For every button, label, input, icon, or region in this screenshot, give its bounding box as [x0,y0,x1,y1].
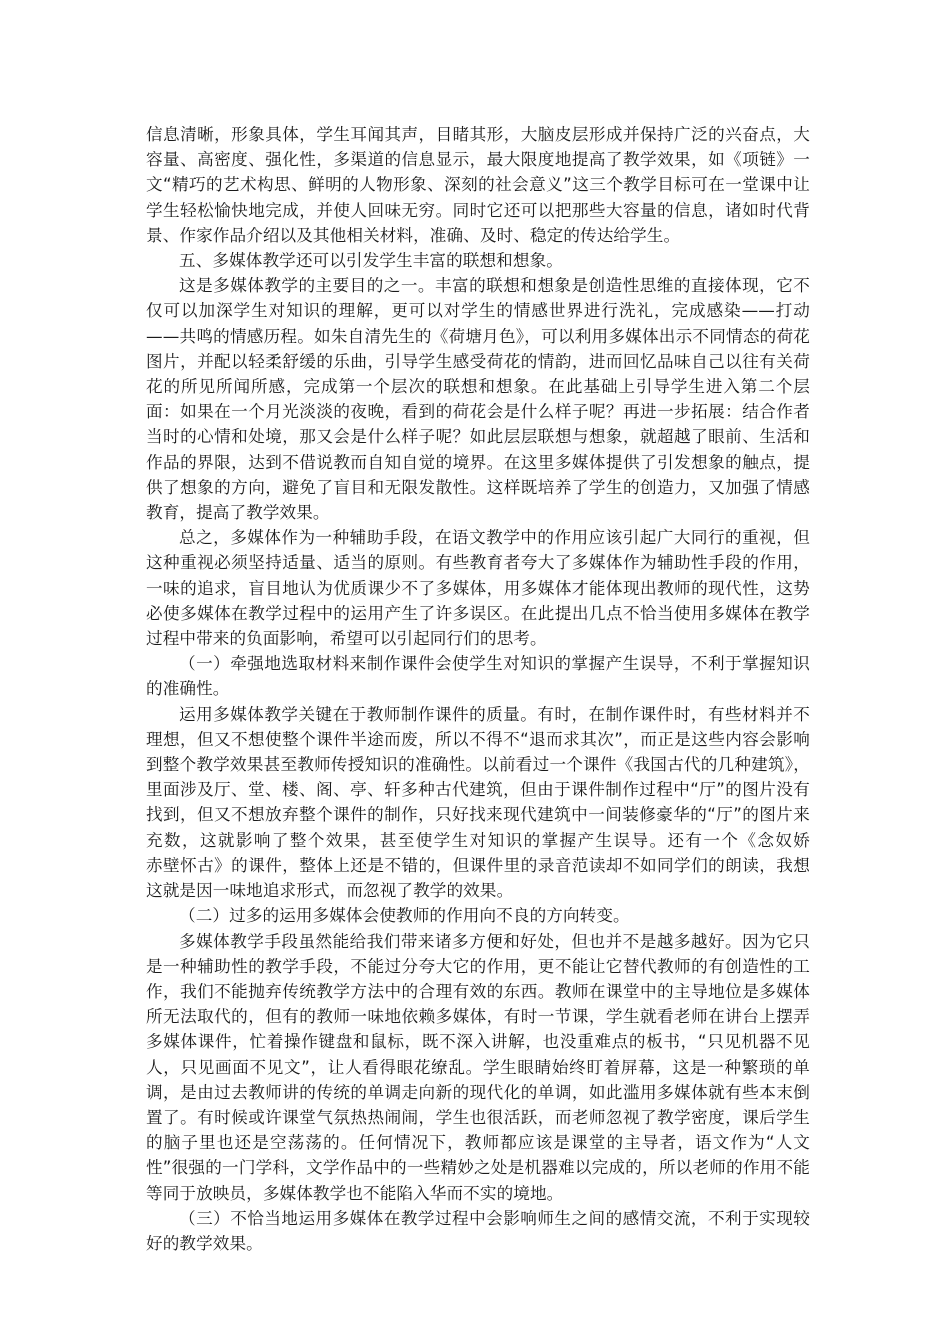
subheading-two: （二）过多的运用多媒体会使教师的作用向不良的方向转变。 [179,906,630,926]
subheading-three: （三）不恰当地运用多媒体在教学过程中会影响师生之间的感情交流，不利于实现较好的教学效果。 [146,1208,810,1253]
paragraph-summary: 总之，多媒体作为一种辅助手段，在语文教学中的作用应该引起广大同行的重视，但这种重视必须坚持适量、适当的原则。有些教育者夸大了多媒体作为辅助性手段的作用，一味的追求，盲目地认为优质课少不了多媒体，用多媒体才能体现出教师的现代性，这势必使多媒体在教学过程中的运用产生了许多误区。在此提出几点不恰当使用多媒体在教学过程中带来的负面影响，希望可以引起同行们的思考。 [146,528,810,649]
document-body [146,122,861,1256]
section-heading-five: 五、多媒体教学还可以引发学生丰富的联想和想象。 [179,251,563,271]
subheading-one: （一）牵强地选取材料来制作课件会使学生对知识的掌握产生误导，不利于掌握知识的准确性。 [146,654,810,699]
paragraph-imagination: 这是多媒体教学的主要目的之一。丰富的联想和想象是创造性思维的直接体现，它不仅可以加深学生对知识的理解，更可以对学生的情感世界进行洗礼，完成感染——打动——共鸣的情感历程。如朱自清先生的《荷塘月色》，可以利用多媒体出示不同情态的荷花图片，并配以轻柔舒缓的乐曲，引导学生感受荷花的情韵，进而回忆品味自己以往有关荷花的所见所闻所感，完成第一个层次的联想和想象。在此基础上引导学生进入第二个层面：如果在一个月光淡淡的夜晚，看到的荷花会是什么样子呢？再进一步拓展：结合作者当时的心情和处境，那又会是什么样子呢？如此层层联想与想象，就超越了眼前、生活和作品的界限，达到不借说教而自知自觉的境界。在这里多媒体提供了引发想象的触点，提供了想象的方向，避免了盲目和无限发散性。这样既培养了学生的创造力，又加强了情感教育，提高了教学效果。 [146,276,810,523]
paragraph-courseware-quality: 运用多媒体教学关键在于教师制作课件的质量。有时，在制作课件时，有些材料并不理想，但又不想使整个课件半途而废，所以不得不“退而求其次”，而正是这些内容会影响到整个教学效果甚至教师传授知识的准确性。以前看过一个课件《我国古代的几种建筑》，里面涉及厅、堂、楼、阁、亭、轩多种古代建筑，但由于课件制作过程中“厅”的图片没有找到，但又不想放弃整个课件的制作，只好找来现代建筑中一间装修豪华的“厅”的图片来充数，这就影响了整个效果，甚至使学生对知识的掌握产生误导。还有一个《念奴娇 赤壁怀古》的课件，整体上还是不错的，但课件里的录音范读却不如同学们的朗读，我想这就是因一味地追求形式，而忽视了教学的效果。 [146,704,861,901]
paragraph-teacher-role: 多媒体教学手段虽然能给我们带来诸多方便和好处，但也并不是越多越好。因为它只是一种辅助性的教学手段，不能过分夸大它的作用，更不能让它替代教师的有创造性的工作，我们不能抛弃传统教学方法中的合理有效的东西。教师在课堂中的主导地位是多媒体所无法取代的，但有的教师一味地依赖多媒体，有时一节课，学生就看老师在讲台上摆弄多媒体课件，忙着操作键盘和鼠标，既不深入讲解，也没重难点的板书，“只见机器不见人，只见画面不见文”，让人看得眼花缭乱。学生眼睛始终盯着屏幕，这是一种繁琐的单调，是由过去教师讲的传统的单调走向新的现代化的单调，如此滥用多媒体就有些本末倒置了。有时候或许课堂气氛热热闹闹，学生也很活跃，而老师忽视了教学密度，课后学生的脑子里也还是空荡荡的。任何情况下，教师都应该是课堂的主导者，语文作为“人文性”很强的一门学科，文学作品中的一些精妙之处是机器难以完成的，所以老师的作用不能等同于放映员，多媒体教学也不能陷入华而不实的境地。 [146,931,810,1203]
paragraph-continued-intro: 信息清晰，形象具体，学生耳闻其声，目睹其形，大脑皮层形成并保持广泛的兴奋点，大容量、高密度、强化性，多渠道的信息显示，最大限度地提高了教学效果，如《项链》一文“精巧的艺术构思、鲜明的人物形象、深刻的社会意义”这三个教学目标可在一堂课中让学生轻松愉快地完成，并使人回味无穷。同时它还可以把那些大容量的信息，诸如时代背景、作家作品介绍以及其他相关材料，准确、及时、稳定的传达给学生。 [146,125,810,245]
